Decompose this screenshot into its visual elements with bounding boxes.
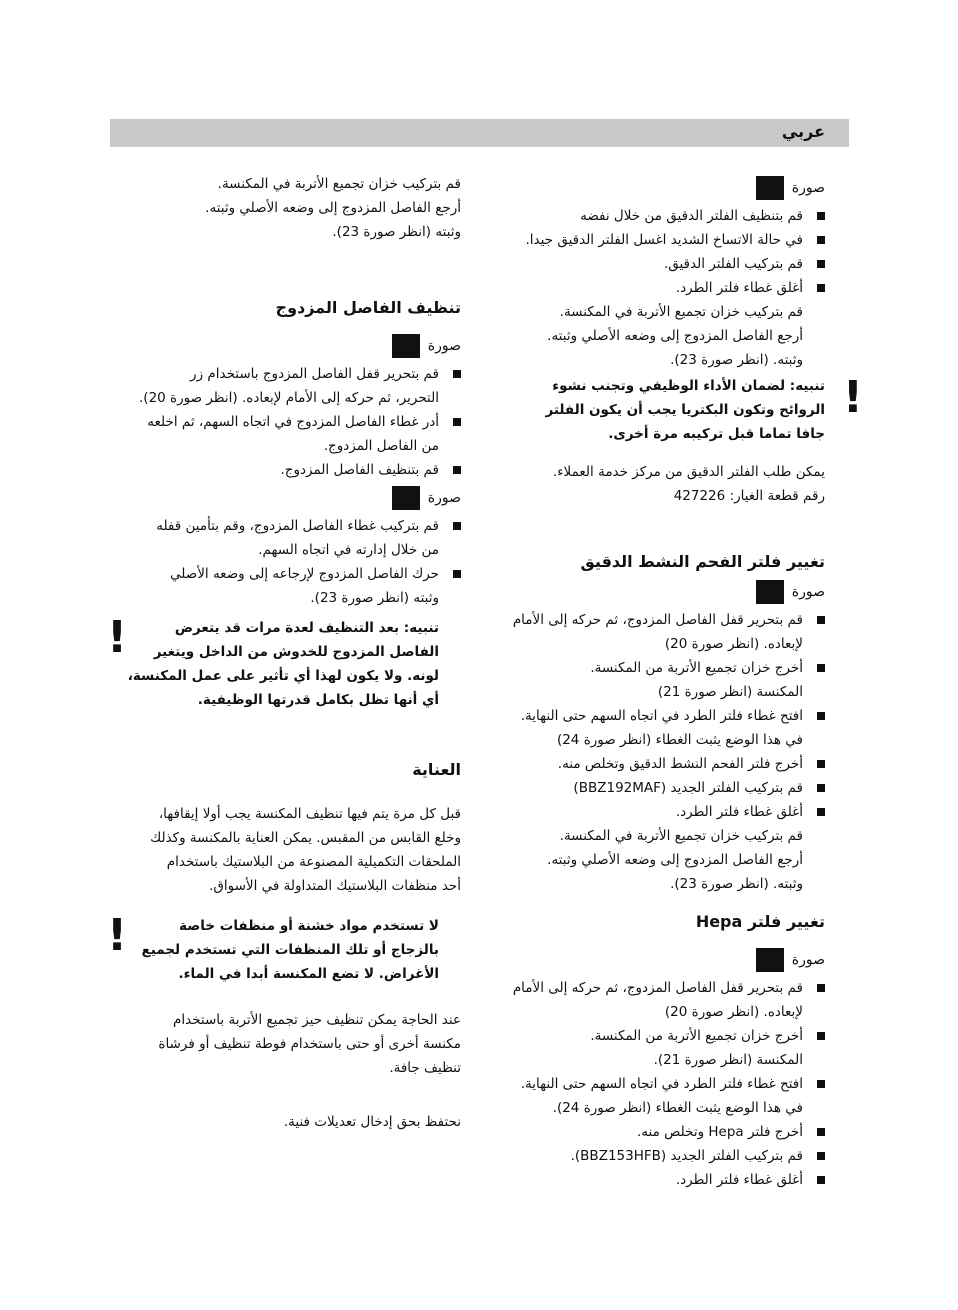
list-item: افتح غطاء فلتر الطرد في اتجاه السهم حتى النهاية. في هذا الوضع يثبت الغطاء (انظر صورة 24). <box>489 1072 825 1120</box>
bullet-square-icon <box>817 984 825 992</box>
paragraph-line: وثبته. (انظر صورة 23). <box>670 876 803 892</box>
warning-note: ! تنبيه: لضمان الأداء الوظيفي وتجنب نشوء الروائح وتكون البكتريا يجب أن يكون الفلتر جافا تماما قبل تركيبه مرة أخرى. <box>545 372 863 442</box>
warning-exclamation-icon: ! <box>107 910 128 961</box>
order-info: يمكن طلب الفلتر الدقيق من مركز خدمة العملاء. <box>552 464 825 480</box>
list-item: قم بتحرير قفل الفاصل المزدوج، ثم حركه إلى الأمام لإبعاده. (انظر صورة 20) <box>489 608 825 656</box>
list-item: أغلق غطاء فلتر الطرد. <box>489 276 825 300</box>
paragraph-line: عند الحاجة يمكن تنظيف حيز تجميع الأتربة باستخدام <box>173 1012 461 1028</box>
figure-thumbnail <box>756 580 784 604</box>
paragraph-line: أرجع الفاصل المزدوج إلى وضعه الأصلي وثبته. <box>547 328 803 344</box>
bullet-square-icon <box>453 370 461 378</box>
list-item: حرك الفاصل المزدوج لإرجاعه إلى وضعه الأصلي وثبته (انظر صورة 23). <box>109 562 461 610</box>
bullet-square-icon <box>817 1152 825 1160</box>
list-item: أخرج فلتر الفحم النشط الدقيق وتخلص منه. <box>489 752 825 776</box>
paragraph-line: الملحقات التكميلية المصنوعة من البلاستيك باستخدام <box>166 854 461 870</box>
paragraph-line: أرجع الفاصل المزدوج إلى وضعه الأصلي وثبته. <box>205 200 461 216</box>
paragraph-line: وثبته (انظر صورة 23). <box>332 224 461 240</box>
list-item: أغلق غطاء فلتر الطرد. <box>489 800 825 824</box>
list-item: أدر غطاء الفاصل المزدوج في اتجاه السهم، ثم اخلعه من الفاصل المزدوج. <box>109 410 461 458</box>
bullet-square-icon <box>453 418 461 426</box>
figure-reference: صورة <box>489 946 825 974</box>
list-item: في حالة الاتساخ الشديد اغسل الفلتر الدقيق جيدا. <box>489 228 825 252</box>
paragraph-line: أحد منظفات البلاستيك المتداولة في الأسواق. <box>209 878 461 894</box>
bullet-square-icon <box>817 712 825 720</box>
bullet-square-icon <box>453 570 461 578</box>
list-item: أخرج فلتر Hepa وتخلص منه. <box>489 1120 825 1144</box>
paragraph-line: قبل كل مرة يتم فيها تنظيف المكنسة يجب أولا إيقافها، <box>158 806 461 822</box>
language-label: عربي <box>781 122 825 141</box>
carbon-filter-steps <box>489 608 825 824</box>
language-header-bar <box>110 119 849 147</box>
section-title: تنظيف الفاصل المزدوج <box>275 298 461 317</box>
paragraph-line: أرجع الفاصل المزدوج إلى وضعه الأصلي وثبته. <box>547 852 803 868</box>
list-item: قم بتركيب غطاء الفاصل المزدوج، وقم بتأمين قفله من خلال إدارته في اتجاه السهم. <box>109 514 461 562</box>
bullet-square-icon <box>817 784 825 792</box>
section-title: تغيير فلتر الفحم النشط الدقيق <box>580 552 825 571</box>
paragraph-line: وخلع القابس من المقبس. يمكن العناية بالمكنسة وكذلك <box>150 830 461 846</box>
list-item: قم بتحرير قفل الفاصل المزدوج باستخدام زر التحرير، ثم حركه إلى الأمام لإبعاده. (انظر صورة 20). <box>109 362 461 410</box>
list-item: أغلق غطاء فلتر الطرد. <box>489 1168 825 1192</box>
list-item: قم بتنظيف الفاصل المزدوج. <box>109 458 461 482</box>
figure-reference <box>489 174 825 202</box>
list-item: قم بتنظيف الفلتر الدقيق من خلال نفضه <box>489 204 825 228</box>
warning-note: ! تنبيه: بعد التنظيف لعدة مرات قد يتعرض الفاصل المزدوج للخدوش من الداخل ويتغير لونه. ولا يكون لهذا أي تأثير على عمل المكنسة، أي أنها تظل بكامل قدرتها الوظيفية. <box>107 612 439 708</box>
bullet-square-icon <box>817 212 825 220</box>
bullet-square-icon <box>453 522 461 530</box>
list-item: قم بتركيب الفلتر الجديد (BBZ192MAF) <box>489 776 825 800</box>
warning-exclamation-icon: ! <box>842 372 863 423</box>
paragraph-line: وثبته. (انظر صورة 23). <box>670 352 803 368</box>
bullet-square-icon <box>817 236 825 244</box>
technical-changes-note: نحتفظ بحق إدخال تعديلات فنية. <box>283 1114 461 1130</box>
paragraph-line: قم بتركيب خزان تجميع الأتربة في المكنسة. <box>559 304 803 320</box>
section-title: تغيير فلتر Hepa <box>695 912 825 931</box>
figure-reference: صورة <box>489 578 825 606</box>
figure-thumbnail <box>756 176 784 200</box>
bullet-square-icon <box>817 1128 825 1136</box>
list-item: أخرج خزان تجميع الأتربة من المكنسة. المكنسة (انظر صورة 21) <box>489 656 825 704</box>
figure-reference: صورة <box>109 484 461 512</box>
list-item: قم بتركيب الفلتر الجديد (BBZ153HFB). <box>489 1144 825 1168</box>
list-item: أخرج خزان تجميع الأتربة من المكنسة. المكنسة (انظر صورة 21). <box>489 1024 825 1072</box>
bullet-square-icon <box>817 664 825 672</box>
separator-refit-steps <box>109 514 461 610</box>
bullet-square-icon <box>817 260 825 268</box>
left-column <box>109 172 461 1134</box>
bullet-square-icon <box>817 1176 825 1184</box>
bullet-square-icon <box>817 616 825 624</box>
list-item: قم بتحرير قفل الفاصل المزدوج، ثم حركه إلى الأمام لإبعاده. (انظر صورة 20) <box>489 976 825 1024</box>
figure-label: صورة <box>791 180 825 196</box>
section-title: العناية <box>412 760 461 779</box>
paragraph-line: مكنسة أخرى أو حتى باستخدام فوطة تنظيف أو فرشاة <box>158 1036 461 1052</box>
paragraph-line: قم بتركيب خزان تجميع الأتربة في المكنسة. <box>217 176 461 192</box>
list-item: افتح غطاء فلتر الطرد في اتجاه السهم حتى النهاية. في هذا الوضع يثبت الغطاء (انظر صورة 24) <box>489 704 825 752</box>
separator-cleaning-steps <box>109 362 461 482</box>
figure-reference: صورة <box>109 332 461 360</box>
figure-thumbnail <box>392 334 420 358</box>
spare-part-number: رقم قطعة الغيار: 427226 <box>673 488 825 504</box>
figure-thumbnail <box>756 948 784 972</box>
bullet-square-icon <box>817 760 825 768</box>
hepa-filter-steps <box>489 976 825 1192</box>
bullet-square-icon <box>817 1080 825 1088</box>
paragraph-line: تنظيف جافة. <box>389 1060 461 1076</box>
paragraph-line: قم بتركيب خزان تجميع الأتربة في المكنسة. <box>559 828 803 844</box>
bullet-square-icon <box>817 1032 825 1040</box>
figure-thumbnail <box>392 486 420 510</box>
bullet-square-icon <box>817 284 825 292</box>
fine-filter-steps <box>489 204 825 300</box>
warning-note: ! لا تستخدم مواد خشنة أو منظفات خاصة بالزجاج أو تلك المنظفات التي تستخدم لجميع الأغراض. لا تضع المكنسة أبدا في الماء. <box>107 910 439 982</box>
warning-exclamation-icon: ! <box>107 612 128 663</box>
list-item: قم بتركيب الفلتر الدقيق. <box>489 252 825 276</box>
right-column <box>489 172 863 1192</box>
bullet-square-icon <box>453 466 461 474</box>
bullet-square-icon <box>817 808 825 816</box>
